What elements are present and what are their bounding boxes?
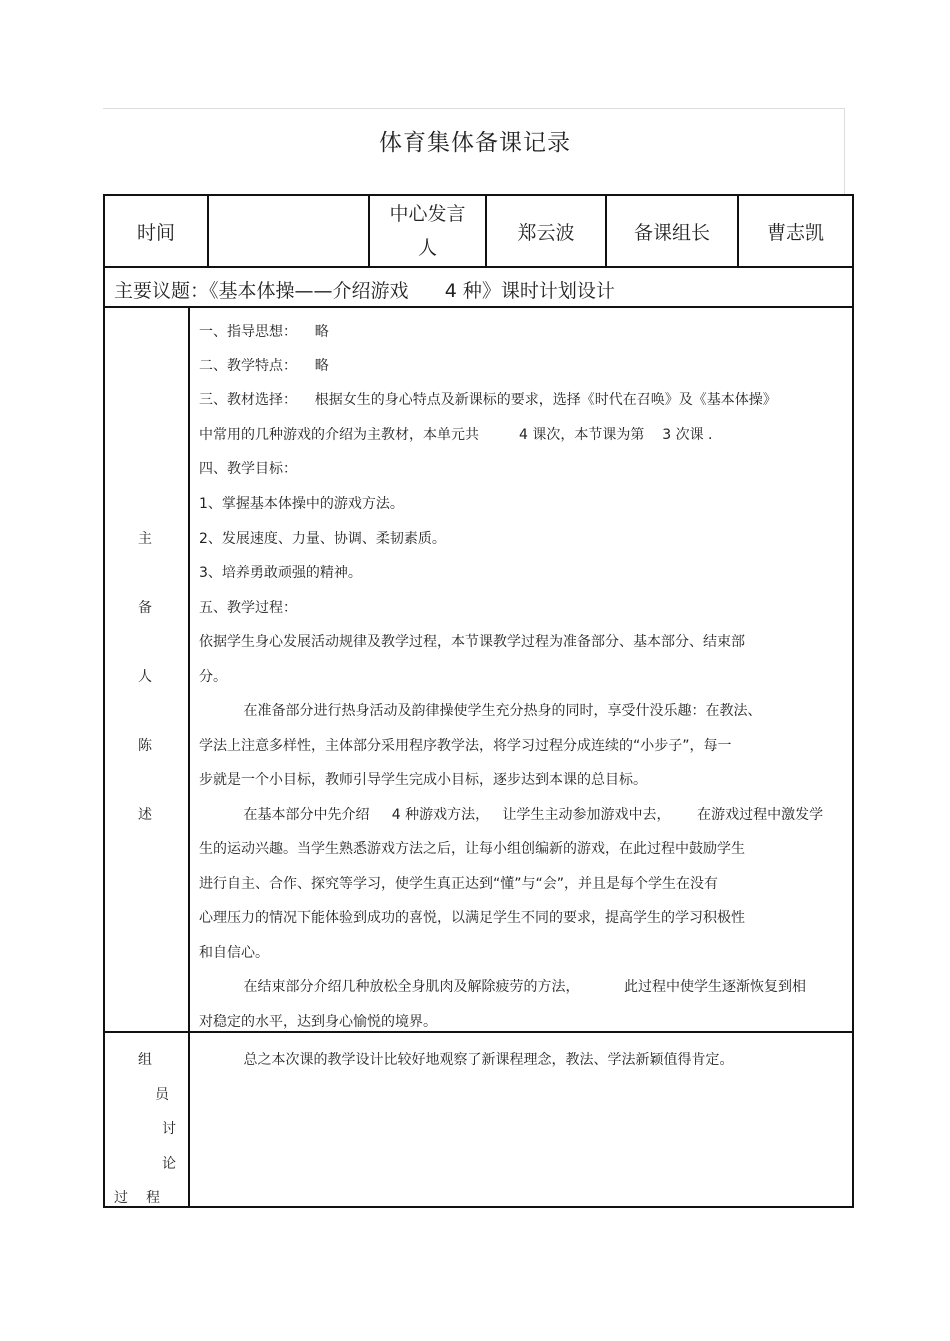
leader-name: 曹志凯 [766,221,824,244]
discussion-side-label-char: 程 [146,1190,160,1206]
row-divider [103,266,854,268]
speaker-label-line1: 中心发言 [389,203,466,225]
body-line: 依据学生身心发展活动规律及教学过程，本节课教学过程为准备部分、基本部分、结束部 [199,634,745,650]
discussion-side-label-char: 组 [138,1052,152,1068]
body-line: 心理压力的情况下能体验到成功的喜悦，以满足学生不同的要求，提高学生的学习积极性 [199,910,745,926]
main-side-label-char: 备 [138,600,152,616]
discussion-side-label-char: 员 [155,1087,169,1103]
body-line: 在结束部分介绍几种放松全身肌肉及解除疲劳的方法， 此过程中使学生逐渐恢复到相 [199,979,807,995]
body-line: 分。 [199,669,227,685]
body-line: 步就是一个小目标，教师引导学生完成小目标，逐步达到本课的总目标。 [199,772,647,788]
body-line: 3、培养勇敢顽强的精神。 [199,565,362,581]
row-divider [103,306,854,308]
page-title: 体育集体备课记录 [379,130,571,156]
leader-label: 备课组长 [633,221,710,244]
body-line: 和自信心。 [199,945,269,961]
speaker-label [370,196,485,266]
body-line: 二、教学特点： 略 [199,358,329,374]
main-side-label-char: 主 [138,531,152,547]
body-line: 进行自主、合作、探究等学习，使学生真正达到“懂”与“会”，并且是每个学生在没有 [199,876,719,892]
main-side-label-char: 人 [138,669,152,685]
body-line: 学法上注意多样性，主体部分采用程序教学法，将学习过程分成连续的“小步子”，每一 [199,738,732,754]
speaker-name: 郑云波 [517,221,575,244]
body-line: 四、教学目标： [199,461,297,477]
body-line: 生的运动兴趣。当学生熟悉游戏方法之后，让每小组创编新的游戏，在此过程中鼓励学生 [199,841,745,857]
label-col-divider [188,306,190,1208]
body-line: 三、教材选择： 根据女生的身心特点及新课标的要求，选择《时代在召唤》及《基本体操》 [199,392,777,408]
discussion-text: 总之本次课的教学设计比较好地观察了新课程理念，教法、学法新颖值得肯定。 [199,1052,734,1068]
body-line: 1、掌握基本体操中的游戏方法。 [199,496,404,512]
discussion-side-label-char: 论 [162,1156,176,1172]
discussion-side-label-char: 讨 [162,1121,176,1137]
body-line: 五、教学过程： [199,600,297,616]
body-line: 中常用的几种游戏的介绍为主教材，本单元共 4 课次，本节课为第 3 次课 . [199,427,713,443]
speaker-label-line2: 人 [417,237,437,259]
time-label: 时间 [136,221,175,244]
main-side-label-char: 述 [138,807,152,823]
body-line: 2、发展速度、力量、协调、柔韧素质。 [199,531,446,547]
body-line: 对稳定的水平，达到身心愉悦的境界。 [199,1014,437,1030]
discussion-side-label-char: 过 [114,1190,128,1206]
row-divider [103,1031,854,1033]
body-line: 在准备部分进行热身活动及韵律操使学生充分热身的同时，享受什没乐趣：在教法、 [199,703,762,719]
topic-text: 主要议题：《基本体操——介绍游戏 4 种》课时计划设计 [114,280,615,302]
body-line: 一、指导思想： 略 [199,324,329,340]
body-line: 在基本部分中先介绍 4 种游戏方法， 让学生主动参加游戏中去， 在游戏过程中激发学 [199,807,824,823]
main-side-label-char: 陈 [138,738,152,754]
time-value [209,196,368,266]
